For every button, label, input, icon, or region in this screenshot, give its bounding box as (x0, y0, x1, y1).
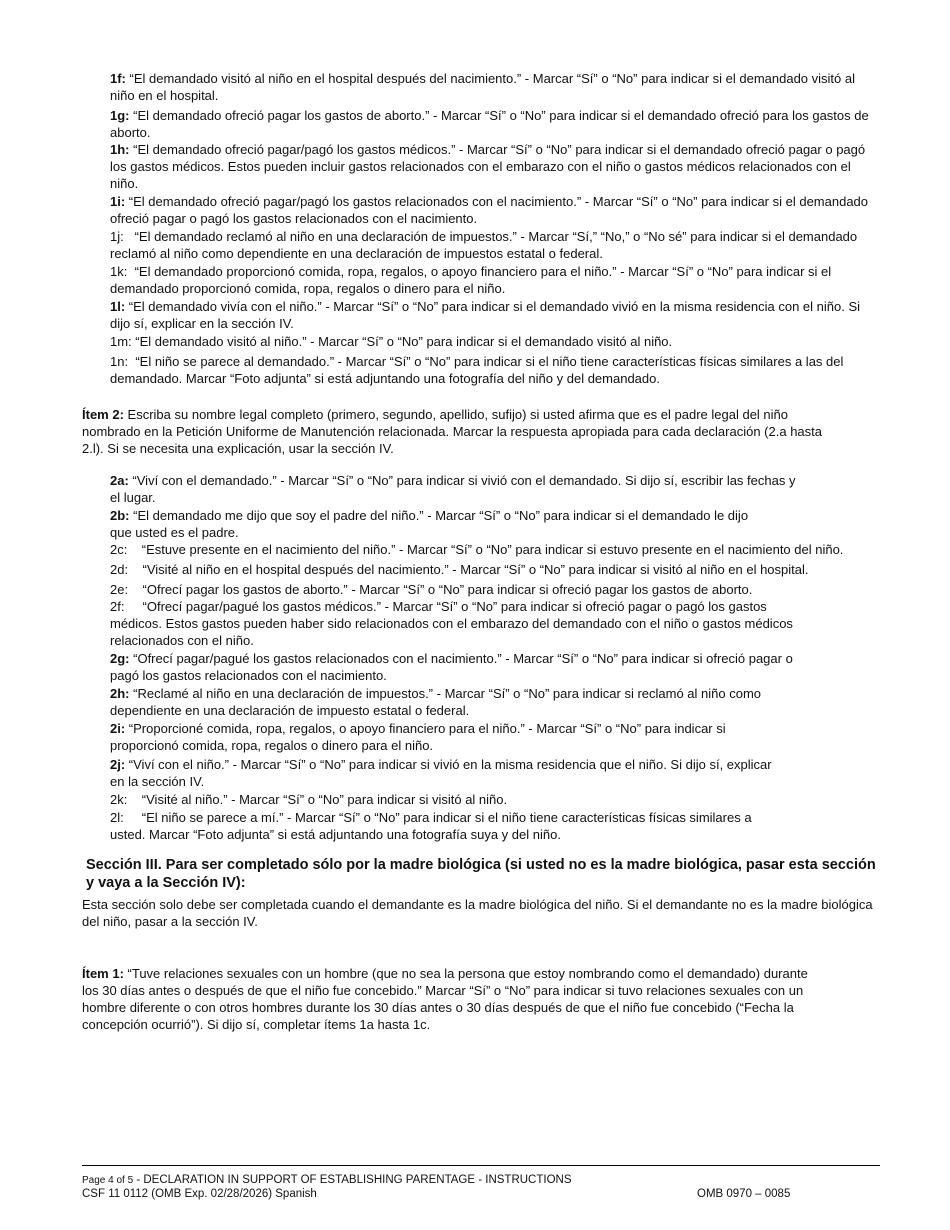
item-key: 2i: (110, 721, 126, 736)
item-1m (110, 333, 880, 350)
item-key: 1j: (110, 229, 124, 244)
item-2i (110, 720, 790, 754)
item-key: 2g: (110, 651, 130, 666)
item-text: “Viví con el demandado.” - Marcar “Sí” o “No” para indicar si vivió con el demandado. Si dijo sí, escribir las fechas y el lugar. (110, 473, 796, 505)
item-key: 2h: (110, 686, 130, 701)
item-text: “El demandado visitó al niño en el hospital después del nacimiento.” - Marcar “Sí” o “No” para indicar si el demandado visitó al niño en el hospital. (110, 71, 855, 103)
section-3-intro: Esta sección solo debe ser completada cuando el demandante es la madre biológica del niño. Si el demandante no es la madre biológica del niño, pasar a la sección IV. (82, 897, 873, 929)
item-2d (110, 561, 880, 578)
item-text: “El demandado vivía con el niño.” - Marcar “Sí” o “No” para indicar si el demandado vivió en la misma residencia con el niño. Si dijo sí, explicar en la sección IV. (110, 299, 861, 331)
section-3-title: Sección III. Para ser completado sólo por la madre biológica (si usted no es la madre biológica, pasar esta sección y vaya a la Sección IV): (86, 857, 876, 891)
item-2c (110, 541, 890, 558)
item-key: 1l: (110, 299, 126, 314)
item-2a (110, 472, 800, 506)
item-2b (110, 507, 770, 541)
item-text: “El demandado ofreció pagar/pagó los gastos médicos.” - Marcar “Sí” o “No” para indicar si el demandado ofreció pagar o pagó los gastos médicos. Estos pueden incluir gastos relacionados con el embarazo con el niño o gastos médicos relacionados con el niño. (110, 142, 866, 191)
item-key: 2a: (110, 473, 129, 488)
item-key: 2e: (110, 582, 129, 597)
item-key: 2k: (110, 792, 128, 807)
item-key: Ítem 2: (82, 407, 124, 422)
item-1h (110, 141, 880, 192)
item-key: 1h: (110, 142, 130, 157)
item-key: 2f: (110, 599, 125, 614)
item-key: 1n: (110, 354, 129, 369)
item-1j (110, 228, 880, 262)
item-text: “Proporcioné comida, ropa, regalos, o apoyo financiero para el niño.” - Marcar “Sí” o “No” para indicar si proporcionó comida, ropa, regalos o dinero para el niño. (110, 721, 726, 753)
footer-title-line (82, 1173, 572, 1188)
item-text: “El demandado reclamó al niño en una declaración de impuestos.” - Marcar “Sí,” “No,” o “No sé” para indicar si el demandado reclamó al niño como dependiente en una declaración de impuestos estatal o federal. (110, 229, 858, 261)
item-key: 2j: (110, 757, 126, 772)
item-1f (110, 70, 880, 104)
item-text: “Estuve presente en el nacimiento del niño.” - Marcar “Sí” o “No” para indicar si estuvo presente en el nacimiento del niño. (141, 542, 844, 557)
item-text: “El demandado ofreció pagar/pagó los gastos relacionados con el nacimiento.” - Marcar “Sí” o “No” para indicar si el demandado ofreció pagar o pagó los gastos relacionados con el nacimiento. (110, 194, 869, 226)
item-key: 1g: (110, 108, 130, 123)
item-text: “Reclamé al niño en una declaración de impuestos.” - Marcar “Sí” o “No” para indicar si reclamó al niño como dependiente en una declaración de impuesto estatal o federal. (110, 686, 762, 718)
item-key: 2l: (110, 810, 124, 825)
item-text: “Ofrecí pagar/pagué los gastos relacionados con el nacimiento.” - Marcar “Sí” o “No” para indicar si ofreció pagar o pagó los gastos relacionados con el nacimiento. (110, 651, 793, 683)
item-1l (110, 298, 880, 332)
section-3-item-1 (82, 965, 822, 1033)
item-key: 2c: (110, 542, 128, 557)
footer-document-title: - DECLARATION IN SUPPORT OF ESTABLISHING PARENTAGE - INSTRUCTIONS (133, 1174, 572, 1186)
footer-page-number: Page 4 of 5 (82, 1175, 134, 1186)
item-1g (110, 107, 880, 141)
item-text: “Visité al niño en el hospital después del nacimiento.” - Marcar “Sí” o “No” para indicar si visitó al niño en el hospital. (142, 562, 809, 577)
item-2j (110, 756, 780, 790)
item-2h (110, 685, 780, 719)
item-text: “El demandado visitó al niño.” - Marcar “Sí” o “No” para indicar si el demandado visitó al niño. (135, 334, 673, 349)
item-1k (110, 263, 880, 297)
footer-omb-number: OMB 0970 – 0085 (697, 1188, 791, 1200)
footer-form-id: CSF 11 0112 (OMB Exp. 02/28/2026) Spanish (82, 1188, 317, 1200)
item-2f (110, 598, 795, 649)
item-key: 2d: (110, 562, 129, 577)
item-key: Ítem 1: (82, 966, 124, 981)
item-key: 1f: (110, 71, 126, 86)
item-key: 1m: (110, 334, 132, 349)
item-text: “Ofrecí pagar los gastos de aborto.” - Marcar “Sí” o “No” para indicar si ofreció pagar los gastos de aborto. (142, 582, 753, 597)
item-2-paragraph (82, 406, 822, 457)
item-text: “El demandado proporcionó comida, ropa, regalos, o apoyo financiero para el niño.” - Marcar “Sí” o “No” para indicar si el demandado proporcionó comida, ropa, regalos o dinero para el niño. (110, 264, 832, 296)
item-1i (110, 193, 880, 227)
item-key: 2b: (110, 508, 130, 523)
item-text: “Viví con el niño.” - Marcar “Sí” o “No” para indicar si vivió en la misma residencia que el niño. Si dijo sí, explicar en la sección IV. (110, 757, 772, 789)
item-text: “El demandado me dijo que soy el padre del niño.” - Marcar “Sí” o “No” para indicar si el demandado le dijo que usted es el padre. (110, 508, 749, 540)
item-key: 1k: (110, 264, 128, 279)
item-2e (110, 581, 880, 598)
item-2k (110, 791, 880, 808)
item-text: “Visité al niño.” - Marcar “Sí” o “No” para indicar si visitó al niño. (141, 792, 508, 807)
item-text: “El niño se parece a mí.” - Marcar “Sí” o “No” para indicar si el niño tiene características físicas similares a usted. Marcar “Foto adjunta” si está adjuntando una fotografía suya y del niño. (110, 810, 752, 842)
item-text: “Tuve relaciones sexuales con un hombre (que no sea la persona que estoy nombrando como el demandado) durante los 30 días antes o después de que el niño fue concebido.” Marcar “Sí” o “No” para indicar si tuvo relaciones sexuales con un hombre diferente o con otros hombres durante los 30 días antes o 30 días después de que el niño fue concebido (“Fecha la concepción ocurrió”). Si dijo sí, completar ítems 1a hasta 1c. (82, 966, 808, 1032)
item-text: Escriba su nombre legal completo (primero, segundo, apellido, sufijo) si usted afirma que es el padre legal del niño nombrado en la Petición Uniforme de Manutención relacionada. Marcar la respuesta apropiada para cada declaración (2.a hasta 2.l). Si se necesita una explicación, usar la sección IV. (82, 407, 822, 456)
item-2g (110, 650, 800, 684)
item-1n (110, 353, 880, 387)
item-2l (110, 809, 790, 843)
footer-divider (82, 1165, 880, 1166)
item-text: “El niño se parece al demandado.” - Marcar “Sí” o “No” para indicar si el niño tiene características físicas similares a las del demandado. Marcar “Foto adjunta” si está adjuntando una fotografía del niño y del demandado. (110, 354, 844, 386)
item-text: “El demandado ofreció pagar los gastos de aborto.” - Marcar “Sí” o “No” para indicar si el demandado ofreció para los gastos de aborto. (110, 108, 869, 140)
item-text: “Ofrecí pagar/pagué los gastos médicos.” - Marcar “Sí” o “No” para indicar si ofreció pagar o pagó los gastos médicos. Estos gastos pueden haber sido relacionados con el embarazo del demandado con el niño o gastos médicos relacionados con el niño. (110, 599, 793, 648)
item-key: 1i: (110, 194, 126, 209)
